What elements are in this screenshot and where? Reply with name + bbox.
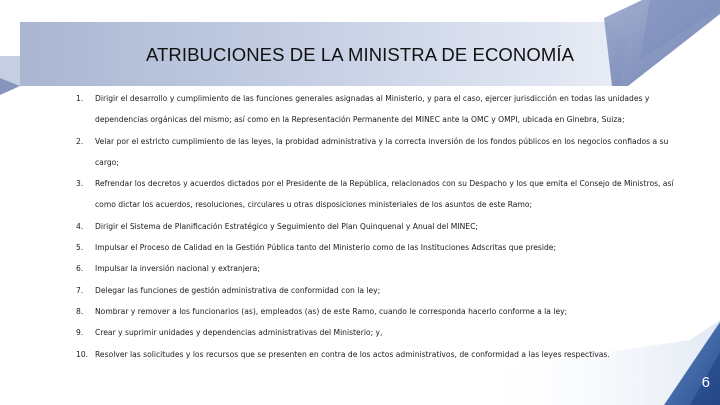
attributions-list (76, 88, 686, 365)
list-item (76, 344, 686, 365)
list-item (76, 88, 686, 131)
list-item-text: Crear y suprimir unidades y dependencias administrativas del Ministerio; y, (95, 328, 383, 338)
list-item-number: 1. (76, 94, 84, 103)
list-item-text: Dirigir el desarrollo y cumplimiento de las funciones generales asignadas al Ministerio, y para el caso, ejercer jurisdicción en todas las unidades y dependencias orgánicas del mismo; así como en la Representación Permanente del MINEC ante la OMC y OMPI, ubicada en Ginebra, Suiza; (95, 94, 650, 125)
list-item-number: 3. (76, 179, 84, 189)
list-item (76, 173, 686, 216)
right-ribbon-accent (640, 0, 720, 60)
list-item-text: Dirigir el Sistema de Planificación Estratégico y Seguimiento del Plan Quinquenal y Anual del MINEC; (95, 221, 478, 231)
list-item (76, 258, 686, 279)
list-item-number: 9. (76, 328, 84, 338)
list-item (76, 131, 686, 174)
list-item-text: Delegar las funciones de gestión administrativa de conformidad con la ley; (95, 285, 381, 295)
list-item-text: Refrendar los decretos y acuerdos dictados por el Presidente de la República, relacionados con su Despacho y los que emita el Consejo de Ministros, así como dictar los acuerdos, resoluciones, circulares u otras disposiciones ministeriales de los asuntos de este Ramo; (95, 179, 674, 210)
list-item-number: 4. (76, 221, 84, 231)
list-item (76, 322, 686, 343)
list-item-number: 6. (76, 264, 84, 274)
page-title: ATRIBUCIONES DE LA MINISTRA DE ECONOMÍA (145, 44, 575, 65)
list-item (76, 237, 686, 258)
list-item-text: Impulsar el Proceso de Calidad en la Gestión Pública tanto del Ministerio como de las Instituciones Adscritas que preside; (95, 243, 557, 253)
list-item (76, 216, 686, 237)
list-item-number: 10. (76, 349, 89, 359)
list-item-number: 2. (76, 136, 84, 146)
list-item (76, 301, 686, 322)
list-item (76, 280, 686, 301)
list-item-number: 7. (76, 285, 84, 295)
list-item-text: Resolver las solicitudes y los recursos que se presenten en contra de los actos administrativos, de conformidad a las leyes respectivas. (95, 349, 610, 359)
list-item-text: Nombrar y remover a los funcionarios (as), empleados (as) de este Ramo, cuando le corresponda hacerlo conforme a la ley; (95, 306, 568, 316)
list-item-number: 5. (76, 243, 84, 253)
list-item-number: 8. (76, 306, 84, 316)
page-number: 6 (701, 374, 710, 391)
list-item-text: Impulsar la inversión nacional y extranjera; (95, 264, 260, 274)
list-item-text: Velar por el estricto cumplimiento de las leyes, la probidad administrativa y la correcta inversión de los fondos públicos en los negocios confiados a su cargo; (95, 136, 669, 167)
